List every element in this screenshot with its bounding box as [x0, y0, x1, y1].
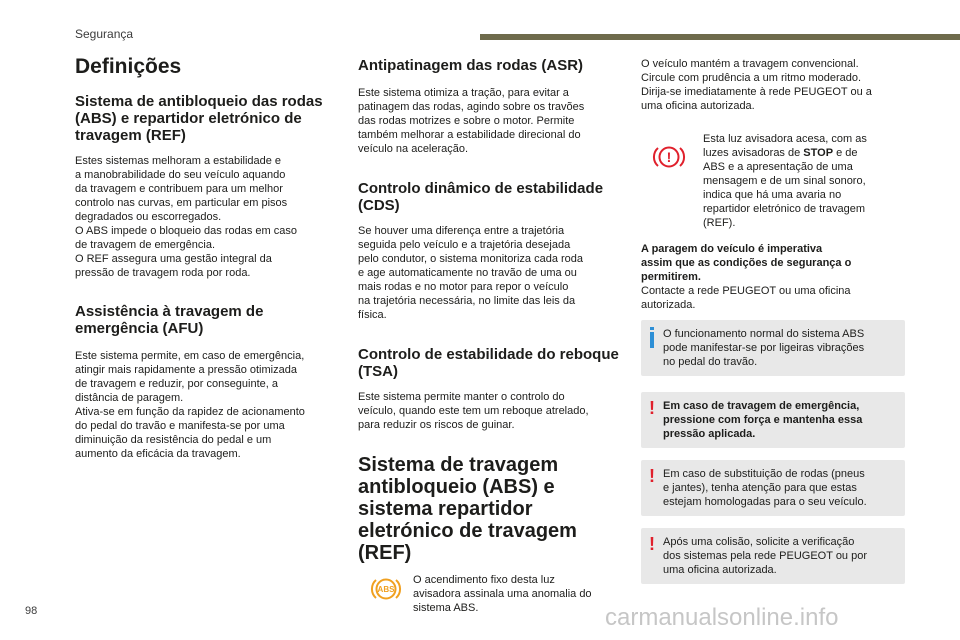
text-line: distância de paragem. — [75, 392, 184, 404]
conventional-braking-paragraph — [641, 57, 905, 113]
tsa-paragraph — [358, 390, 620, 432]
text-line: atingir mais rapidamente a pressão otimizada — [75, 364, 297, 376]
warning-icon: ! — [649, 466, 655, 486]
abs-lamp-paragraph — [413, 573, 592, 615]
text-line: Em caso de travagem de emergência, — [663, 400, 860, 412]
text-line: mais rodas e no motor para repor o veículo — [358, 281, 569, 293]
text-line: O acendimento fixo desta luz — [413, 574, 555, 586]
text-line: ABS e a apresentação de uma — [703, 161, 853, 173]
text-line: sistema ABS. — [413, 602, 479, 614]
text-line: uma oficina autorizada. — [641, 100, 755, 112]
section-label: Segurança — [75, 27, 134, 41]
text-line: e jantes), tenha atenção para que estas — [663, 482, 857, 494]
info-note-abs-vibration — [641, 320, 905, 376]
note-text — [663, 467, 867, 509]
stop-bold-line: permitirem. — [641, 271, 701, 283]
column-3 — [641, 57, 905, 584]
text-line: pressão de travagem roda por roda. — [75, 267, 251, 279]
asr-heading: Antipatinagem das rodas (ASR) — [358, 57, 584, 74]
text-line: O funcionamento normal do sistema ABS — [663, 328, 865, 340]
info-icon — [641, 327, 663, 369]
abs-warning-lamp-icon — [358, 576, 413, 602]
text-line: estejam homologadas para o seu veículo. — [663, 496, 867, 508]
abs-lamp-row — [358, 576, 620, 615]
text-line: do pedal do travão e manifesta-se por uma — [75, 420, 285, 432]
text-line: avisadora assinala uma anomalia do — [413, 588, 592, 600]
text-line: também melhorar a estabilidade direcional do — [358, 129, 581, 141]
text-line: e de — [833, 147, 858, 159]
text-line: a manobrabilidade do seu veículo aquando — [75, 169, 286, 181]
text-line: indica que há uma avaria no — [703, 189, 842, 201]
column-1 — [75, 55, 337, 461]
text-line: mensagem e de um sinal sonoro, — [703, 175, 866, 187]
brake-warning-row — [641, 132, 905, 230]
abs-lamp-svg — [370, 576, 402, 602]
text-line: de travagem de emergência. — [75, 239, 216, 251]
warning-note-emergency-braking — [641, 392, 905, 448]
text-line: das rodas motrizes e sobre o motor. Permite — [358, 115, 575, 127]
text-line: Este sistema permite, em caso de emergência, — [75, 350, 305, 362]
text-line: patinagem das rodas, agindo sobre os travões — [358, 101, 585, 113]
stop-vehicle-paragraph — [641, 242, 905, 312]
text-line: diminuição da resistência do pedal e um — [75, 434, 272, 446]
text-line: controlo nas curvas, em particular em pisos — [75, 197, 288, 209]
brake-lamp-svg — [652, 144, 686, 170]
cds-heading: Controlo dinâmico de estabilidade (CDS) — [358, 180, 604, 214]
text-line: Estes sistemas melhoram a estabilidade e — [75, 155, 282, 167]
text-line: O ABS impede o bloqueio das rodas em caso — [75, 225, 297, 237]
tsa-heading: Controlo de estabilidade do reboque (TSA) — [358, 346, 619, 380]
cds-paragraph — [358, 224, 620, 322]
stop-lamp-label: STOP — [803, 147, 834, 159]
warning-note-wheel-replacement — [641, 460, 905, 516]
brake-warning-paragraph — [703, 132, 867, 230]
asr-paragraph — [358, 86, 620, 156]
text-line: de travagem e reduzir, por conseguinte, a — [75, 378, 279, 390]
text-line: seguida pelo veículo e a trajetória desejada — [358, 239, 571, 251]
text-line: (REF). — [703, 217, 736, 229]
text-line: pressione com força e mantenha essa — [663, 414, 863, 426]
text-line: da travagem e contribuem para um melhor — [75, 183, 283, 195]
abs-ref-heading: Sistema de antibloqueio das rodas (ABS) e repartidor eletrónico de travagem (REF) — [75, 93, 323, 144]
text-line: Se houver uma diferença entre a trajetória — [358, 225, 565, 237]
column-2 — [358, 55, 620, 615]
page-number: 98 — [25, 605, 38, 617]
abs-system-heading: Sistema de travagem antibloqueio (ABS) e sistema repartidor eletrónico de travagem (REF) — [358, 454, 577, 564]
stop-bold-line: A paragem do veículo é imperativa — [641, 243, 823, 255]
text-line: pelo condutor, o sistema monitoriza cada roda — [358, 253, 584, 265]
text-line: Após uma colisão, solicite a verificação — [663, 536, 855, 548]
note-text — [663, 399, 862, 441]
text-line: O REF assegura uma gestão integral da — [75, 253, 272, 265]
brake-warning-lamp-icon — [641, 132, 696, 170]
afu-heading: Assistência à travagem de emergência (AFU) — [75, 303, 264, 337]
text-line: pode manifestar-se por ligeiras vibrações — [663, 342, 865, 354]
text-line: Este sistema permite manter o controlo do — [358, 391, 565, 403]
page-title: Definições — [75, 55, 182, 78]
text-line: uma oficina autorizada. — [663, 564, 777, 576]
stop-bold-line: assim que as condições de segurança o — [641, 257, 852, 269]
text-line: veículo na aceleração. — [358, 143, 469, 155]
text-line: pressão aplicada. — [663, 428, 756, 440]
text-line: Ativa-se em função da rapidez de acionamento — [75, 406, 305, 418]
text-line: degradados ou escorregados. — [75, 211, 222, 223]
text-line: luzes avisadoras de — [703, 147, 804, 159]
watermark-text: carmanualsonline.info — [605, 604, 839, 631]
text-line: Dirija-se imediatamente à rede PEUGEOT ou a — [641, 86, 872, 98]
text-line: O veículo mantém a travagem convencional. — [641, 58, 859, 70]
text-line: Circule com prudência a um ritmo moderado. — [641, 72, 862, 84]
text-line: aumento da eficácia da travagem. — [75, 448, 241, 460]
text-line: Esta luz avisadora acesa, com as — [703, 133, 867, 145]
text-line: veículo, quando este tem um reboque atrelado, — [358, 405, 589, 417]
abs-ref-paragraph — [75, 154, 337, 280]
note-text — [663, 535, 867, 577]
text-line: e age automaticamente no travão de uma ou — [358, 267, 577, 279]
warning-icon: ! — [649, 398, 655, 418]
text-line: Este sistema otimiza a tração, para evitar a — [358, 87, 569, 99]
warning-icon: ! — [649, 534, 655, 554]
text-line: Em caso de substituição de rodas (pneus — [663, 468, 865, 480]
text-line: repartidor eletrónico de travagem — [703, 203, 866, 215]
text-line: na trajetória necessária, no limite das leis da — [358, 295, 576, 307]
abs-lamp-label: ABS — [377, 585, 394, 594]
text-line: Contacte a rede PEUGEOT ou uma oficina — [641, 285, 851, 297]
text-line: autorizada. — [641, 299, 696, 311]
brake-lamp-mark: ! — [666, 149, 671, 165]
header-accent-bar — [480, 34, 960, 40]
note-text — [663, 327, 864, 369]
text-line: física. — [358, 309, 387, 321]
text-line: dos sistemas pela rede PEUGEOT ou por — [663, 550, 868, 562]
text-line: para reduzir os riscos de guinar. — [358, 419, 515, 431]
warning-note-collision — [641, 528, 905, 584]
text-line: no pedal do travão. — [663, 356, 758, 368]
afu-paragraph — [75, 349, 337, 461]
